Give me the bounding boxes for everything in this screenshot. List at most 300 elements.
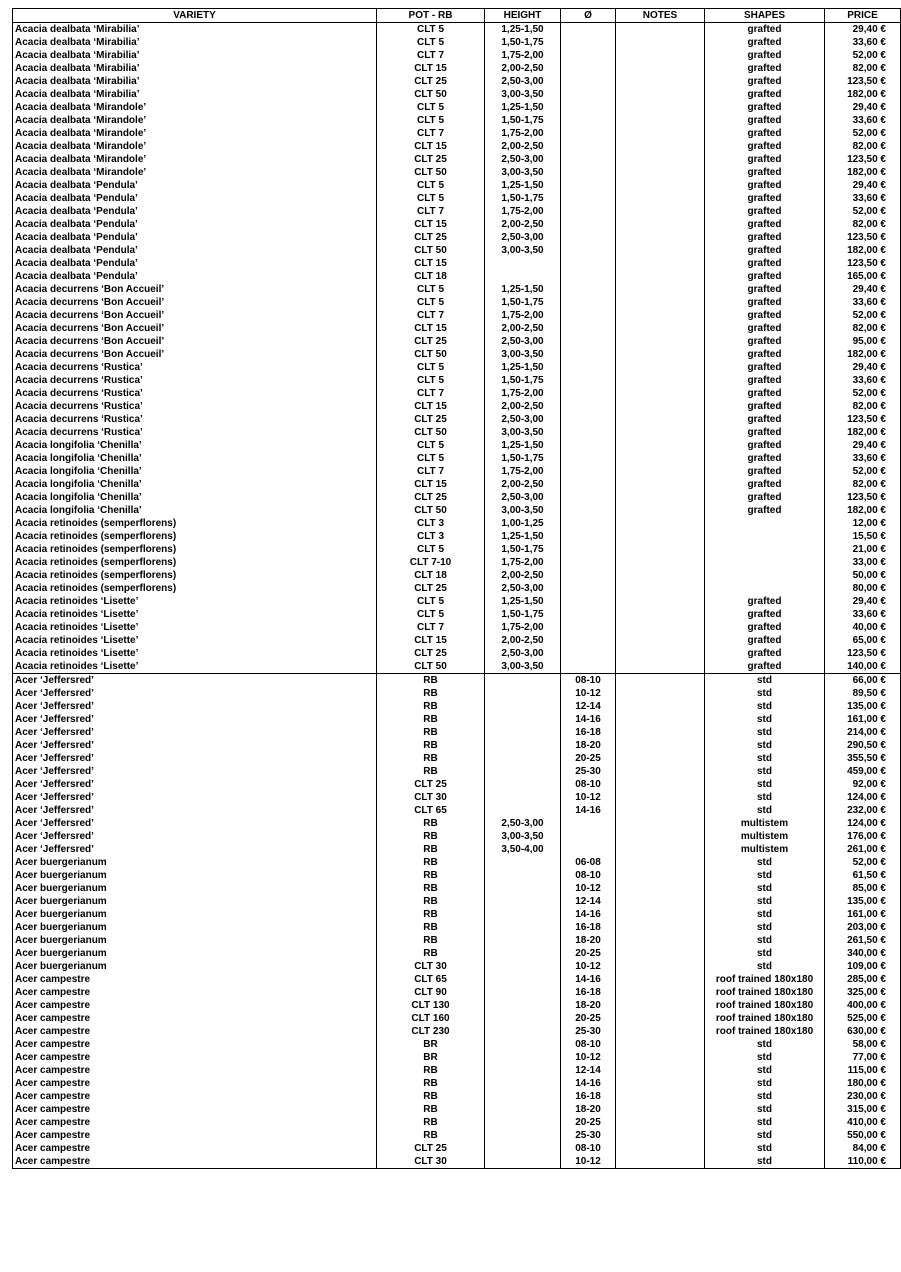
cell-diameter [561, 452, 616, 465]
cell-variety: Acacia dealbata ‘Mirabilia’ [13, 36, 377, 49]
cell-height: 2,00-2,50 [485, 478, 561, 491]
cell-price: 123,50 € [825, 257, 901, 270]
cell-shape: grafted [705, 127, 825, 140]
cell-shape: multistem [705, 817, 825, 830]
cell-notes [616, 361, 705, 374]
cell-price: 140,00 € [825, 660, 901, 674]
cell-height: 2,50-3,00 [485, 335, 561, 348]
cell-shape: grafted [705, 166, 825, 179]
cell-price: 52,00 € [825, 205, 901, 218]
table-row [13, 374, 901, 387]
cell-notes [616, 114, 705, 127]
cell-pot: CLT 7 [377, 127, 485, 140]
cell-shape: std [705, 856, 825, 869]
cell-height: 3,00-3,50 [485, 830, 561, 843]
cell-diameter [561, 257, 616, 270]
cell-variety: Acacia dealbata ‘Mirabilia’ [13, 75, 377, 88]
cell-pot: RB [377, 713, 485, 726]
table-row [13, 439, 901, 452]
table-row [13, 856, 901, 869]
cell-variety: Acacia retinoides (semperflorens) [13, 543, 377, 556]
table-row [13, 1116, 901, 1129]
table-row [13, 1064, 901, 1077]
cell-notes [616, 999, 705, 1012]
cell-notes [616, 882, 705, 895]
cell-diameter [561, 413, 616, 426]
table-row [13, 309, 901, 322]
cell-pot: CLT 130 [377, 999, 485, 1012]
cell-notes [616, 413, 705, 426]
cell-pot: CLT 160 [377, 1012, 485, 1025]
cell-price: 12,00 € [825, 517, 901, 530]
cell-variety: Acacia dealbata ‘Pendula’ [13, 270, 377, 283]
cell-pot: CLT 25 [377, 75, 485, 88]
cell-pot: CLT 5 [377, 179, 485, 192]
cell-height: 1,25-1,50 [485, 179, 561, 192]
cell-diameter [561, 361, 616, 374]
cell-shape: grafted [705, 465, 825, 478]
cell-diameter: 10-12 [561, 1155, 616, 1169]
cell-price: 52,00 € [825, 387, 901, 400]
cell-height: 1,50-1,75 [485, 608, 561, 621]
cell-price: 135,00 € [825, 895, 901, 908]
cell-height: 2,50-3,00 [485, 647, 561, 660]
cell-shape: grafted [705, 36, 825, 49]
cell-shape: grafted [705, 205, 825, 218]
cell-pot: CLT 65 [377, 973, 485, 986]
cell-pot: CLT 5 [377, 23, 485, 37]
cell-diameter [561, 426, 616, 439]
cell-diameter [561, 660, 616, 674]
cell-notes [616, 296, 705, 309]
cell-shape: grafted [705, 62, 825, 75]
cell-pot: CLT 5 [377, 36, 485, 49]
table-row [13, 114, 901, 127]
cell-diameter: 10-12 [561, 960, 616, 973]
cell-shape: grafted [705, 270, 825, 283]
cell-notes [616, 400, 705, 413]
cell-pot: CLT 15 [377, 634, 485, 647]
cell-notes [616, 634, 705, 647]
table-row [13, 726, 901, 739]
cell-price: 109,00 € [825, 960, 901, 973]
header-shapes: SHAPES [705, 9, 825, 23]
cell-shape: grafted [705, 608, 825, 621]
cell-variety: Acer buergerianum [13, 921, 377, 934]
cell-price: 77,00 € [825, 1051, 901, 1064]
table-row [13, 830, 901, 843]
table-row [13, 127, 901, 140]
cell-notes [616, 947, 705, 960]
cell-diameter [561, 504, 616, 517]
cell-shape: grafted [705, 283, 825, 296]
cell-notes [616, 674, 705, 688]
cell-price: 176,00 € [825, 830, 901, 843]
cell-shape: std [705, 1155, 825, 1169]
cell-price: 15,50 € [825, 530, 901, 543]
cell-height: 3,00-3,50 [485, 348, 561, 361]
table-row [13, 947, 901, 960]
cell-variety: Acer campestre [13, 1064, 377, 1077]
cell-diameter [561, 582, 616, 595]
cell-shape: roof trained 180x180 [705, 973, 825, 986]
cell-diameter [561, 218, 616, 231]
cell-notes [616, 1038, 705, 1051]
cell-notes [616, 569, 705, 582]
cell-shape: std [705, 1064, 825, 1077]
cell-notes [616, 908, 705, 921]
cell-diameter [561, 140, 616, 153]
cell-shape: std [705, 739, 825, 752]
cell-shape: std [705, 895, 825, 908]
cell-pot: CLT 7-10 [377, 556, 485, 569]
cell-pot: CLT 15 [377, 218, 485, 231]
cell-notes [616, 244, 705, 257]
cell-shape: std [705, 1129, 825, 1142]
table-row [13, 882, 901, 895]
cell-pot: CLT 3 [377, 517, 485, 530]
cell-height: 1,75-2,00 [485, 127, 561, 140]
cell-shape [705, 543, 825, 556]
cell-diameter [561, 101, 616, 114]
cell-price: 29,40 € [825, 23, 901, 37]
cell-shape: grafted [705, 452, 825, 465]
table-row [13, 257, 901, 270]
cell-price: 165,00 € [825, 270, 901, 283]
cell-notes [616, 153, 705, 166]
cell-shape: grafted [705, 374, 825, 387]
cell-variety: Acer ‘Jeffersred’ [13, 700, 377, 713]
cell-shape: grafted [705, 88, 825, 101]
table-row [13, 62, 901, 75]
cell-diameter: 10-12 [561, 1051, 616, 1064]
header-row [13, 9, 901, 23]
cell-diameter [561, 387, 616, 400]
cell-notes [616, 491, 705, 504]
cell-price: 33,00 € [825, 556, 901, 569]
cell-height: 1,75-2,00 [485, 556, 561, 569]
cell-price: 82,00 € [825, 322, 901, 335]
table-row [13, 166, 901, 179]
cell-pot: CLT 7 [377, 309, 485, 322]
cell-diameter: 06-08 [561, 856, 616, 869]
table-row [13, 700, 901, 713]
table-row [13, 687, 901, 700]
cell-notes [616, 869, 705, 882]
cell-pot: RB [377, 817, 485, 830]
cell-height: 1,25-1,50 [485, 361, 561, 374]
cell-price: 82,00 € [825, 400, 901, 413]
cell-price: 630,00 € [825, 1025, 901, 1038]
cell-price: 182,00 € [825, 166, 901, 179]
cell-notes [616, 687, 705, 700]
cell-notes [616, 726, 705, 739]
cell-price: 110,00 € [825, 1155, 901, 1169]
header-diameter: Ø [561, 9, 616, 23]
cell-diameter [561, 179, 616, 192]
cell-diameter: 16-18 [561, 921, 616, 934]
cell-notes [616, 166, 705, 179]
cell-pot: CLT 25 [377, 582, 485, 595]
cell-diameter [561, 465, 616, 478]
cell-shape: std [705, 778, 825, 791]
table-row [13, 88, 901, 101]
cell-diameter [561, 192, 616, 205]
cell-price: 161,00 € [825, 713, 901, 726]
cell-shape: roof trained 180x180 [705, 999, 825, 1012]
cell-height [485, 1090, 561, 1103]
cell-shape: std [705, 752, 825, 765]
table-row [13, 504, 901, 517]
cell-pot: CLT 25 [377, 1142, 485, 1155]
cell-price: 33,60 € [825, 608, 901, 621]
cell-height [485, 752, 561, 765]
table-row [13, 647, 901, 660]
cell-notes [616, 478, 705, 491]
cell-notes [616, 101, 705, 114]
cell-pot: CLT 5 [377, 374, 485, 387]
cell-diameter: 14-16 [561, 804, 616, 817]
table-row [13, 843, 901, 856]
cell-height [485, 1064, 561, 1077]
table-row [13, 478, 901, 491]
cell-variety: Acacia retinoides (semperflorens) [13, 530, 377, 543]
cell-price: 182,00 € [825, 504, 901, 517]
cell-shape [705, 530, 825, 543]
cell-pot: CLT 7 [377, 205, 485, 218]
cell-price: 182,00 € [825, 426, 901, 439]
cell-pot: RB [377, 934, 485, 947]
cell-price: 182,00 € [825, 348, 901, 361]
cell-price: 65,00 € [825, 634, 901, 647]
cell-variety: Acacia dealbata ‘Pendula’ [13, 257, 377, 270]
cell-price: 340,00 € [825, 947, 901, 960]
cell-pot: CLT 7 [377, 49, 485, 62]
cell-notes [616, 179, 705, 192]
cell-variety: Acacia dealbata ‘Pendula’ [13, 244, 377, 257]
cell-height: 1,75-2,00 [485, 621, 561, 634]
cell-price: 400,00 € [825, 999, 901, 1012]
cell-shape [705, 556, 825, 569]
cell-variety: Acacia longifolia ‘Chenilla’ [13, 452, 377, 465]
table-row [13, 1155, 901, 1169]
table-row [13, 75, 901, 88]
cell-height: 1,50-1,75 [485, 452, 561, 465]
cell-notes [616, 752, 705, 765]
cell-pot: CLT 5 [377, 192, 485, 205]
cell-price: 123,50 € [825, 647, 901, 660]
cell-pot: CLT 5 [377, 543, 485, 556]
cell-pot: CLT 7 [377, 621, 485, 634]
cell-pot: RB [377, 674, 485, 688]
cell-variety: Acacia retinoides ‘Lisette’ [13, 608, 377, 621]
cell-price: 82,00 € [825, 140, 901, 153]
cell-notes [616, 49, 705, 62]
cell-notes [616, 36, 705, 49]
table-row [13, 595, 901, 608]
cell-pot: RB [377, 921, 485, 934]
cell-price: 124,00 € [825, 791, 901, 804]
cell-variety: Acacia retinoides ‘Lisette’ [13, 595, 377, 608]
cell-shape: grafted [705, 621, 825, 634]
table-row [13, 934, 901, 947]
cell-diameter [561, 595, 616, 608]
cell-diameter [561, 348, 616, 361]
cell-variety: Acer buergerianum [13, 947, 377, 960]
cell-diameter [561, 374, 616, 387]
cell-variety: Acacia retinoides (semperflorens) [13, 569, 377, 582]
cell-notes [616, 986, 705, 999]
cell-height: 3,00-3,50 [485, 88, 561, 101]
cell-shape: grafted [705, 49, 825, 62]
cell-shape: multistem [705, 843, 825, 856]
cell-variety: Acer ‘Jeffersred’ [13, 713, 377, 726]
cell-diameter: 14-16 [561, 1077, 616, 1090]
cell-variety: Acacia dealbata ‘Mirandole’ [13, 114, 377, 127]
cell-price: 182,00 € [825, 88, 901, 101]
cell-notes [616, 973, 705, 986]
cell-pot: CLT 3 [377, 530, 485, 543]
cell-height [485, 960, 561, 973]
cell-variety: Acacia dealbata ‘Pendula’ [13, 179, 377, 192]
cell-diameter: 12-14 [561, 700, 616, 713]
cell-price: 29,40 € [825, 101, 901, 114]
cell-variety: Acer campestre [13, 1103, 377, 1116]
cell-price: 52,00 € [825, 49, 901, 62]
table-row [13, 556, 901, 569]
table-row [13, 400, 901, 413]
cell-diameter: 14-16 [561, 973, 616, 986]
table-row [13, 452, 901, 465]
cell-pot: CLT 230 [377, 1025, 485, 1038]
cell-height [485, 986, 561, 999]
cell-price: 315,00 € [825, 1103, 901, 1116]
cell-height: 2,50-3,00 [485, 153, 561, 166]
cell-notes [616, 1129, 705, 1142]
cell-shape: std [705, 674, 825, 688]
cell-pot: CLT 25 [377, 413, 485, 426]
table-row [13, 660, 901, 674]
table-row [13, 335, 901, 348]
cell-shape: grafted [705, 179, 825, 192]
cell-height: 1,75-2,00 [485, 205, 561, 218]
table-row [13, 244, 901, 257]
cell-notes [616, 647, 705, 660]
cell-shape: std [705, 960, 825, 973]
cell-notes [616, 1090, 705, 1103]
table-row [13, 101, 901, 114]
cell-shape: grafted [705, 361, 825, 374]
cell-height: 2,00-2,50 [485, 569, 561, 582]
cell-notes [616, 439, 705, 452]
cell-pot: RB [377, 765, 485, 778]
cell-pot: CLT 5 [377, 452, 485, 465]
cell-variety: Acacia dealbata ‘Pendula’ [13, 205, 377, 218]
cell-price: 123,50 € [825, 231, 901, 244]
cell-height: 1,50-1,75 [485, 374, 561, 387]
cell-price: 52,00 € [825, 856, 901, 869]
table-row [13, 1038, 901, 1051]
cell-height: 3,00-3,50 [485, 244, 561, 257]
cell-diameter: 25-30 [561, 765, 616, 778]
cell-diameter: 25-30 [561, 1129, 616, 1142]
cell-price: 92,00 € [825, 778, 901, 791]
table-row [13, 739, 901, 752]
cell-pot: CLT 25 [377, 491, 485, 504]
cell-notes [616, 713, 705, 726]
table-row [13, 1012, 901, 1025]
cell-diameter [561, 478, 616, 491]
cell-height: 1,75-2,00 [485, 49, 561, 62]
cell-height [485, 908, 561, 921]
header-price: PRICE [825, 9, 901, 23]
cell-diameter [561, 335, 616, 348]
table-row [13, 986, 901, 999]
table-row [13, 674, 901, 688]
cell-diameter [561, 634, 616, 647]
cell-variety: Acacia retinoides ‘Lisette’ [13, 660, 377, 674]
cell-notes [616, 608, 705, 621]
cell-price: 33,60 € [825, 374, 901, 387]
cell-price: 29,40 € [825, 595, 901, 608]
cell-diameter: 08-10 [561, 778, 616, 791]
cell-pot: CLT 25 [377, 778, 485, 791]
cell-variety: Acer ‘Jeffersred’ [13, 739, 377, 752]
cell-height [485, 1012, 561, 1025]
cell-shape [705, 582, 825, 595]
cell-price: 203,00 € [825, 921, 901, 934]
cell-notes [616, 1051, 705, 1064]
cell-price: 85,00 € [825, 882, 901, 895]
cell-notes [616, 778, 705, 791]
cell-diameter [561, 439, 616, 452]
cell-pot: CLT 15 [377, 322, 485, 335]
table-row [13, 361, 901, 374]
cell-pot: CLT 7 [377, 465, 485, 478]
table-row [13, 817, 901, 830]
cell-diameter: 14-16 [561, 713, 616, 726]
cell-height: 1,25-1,50 [485, 283, 561, 296]
cell-notes [616, 921, 705, 934]
cell-shape: grafted [705, 634, 825, 647]
cell-diameter: 08-10 [561, 1038, 616, 1051]
cell-pot: CLT 25 [377, 647, 485, 660]
table-row [13, 270, 901, 283]
cell-notes [616, 895, 705, 908]
cell-variety: Acer campestre [13, 973, 377, 986]
cell-shape: grafted [705, 140, 825, 153]
cell-variety: Acer buergerianum [13, 895, 377, 908]
cell-diameter [561, 543, 616, 556]
cell-shape: grafted [705, 400, 825, 413]
cell-diameter: 18-20 [561, 1103, 616, 1116]
cell-diameter: 16-18 [561, 726, 616, 739]
cell-price: 58,00 € [825, 1038, 901, 1051]
cell-shape: grafted [705, 491, 825, 504]
cell-notes [616, 335, 705, 348]
cell-diameter [561, 296, 616, 309]
cell-shape: roof trained 180x180 [705, 1025, 825, 1038]
cell-shape: std [705, 700, 825, 713]
cell-height [485, 947, 561, 960]
cell-pot: RB [377, 843, 485, 856]
cell-variety: Acacia longifolia ‘Chenilla’ [13, 478, 377, 491]
cell-variety: Acer ‘Jeffersred’ [13, 804, 377, 817]
cell-price: 80,00 € [825, 582, 901, 595]
cell-height: 1,50-1,75 [485, 192, 561, 205]
cell-price: 459,00 € [825, 765, 901, 778]
table-row [13, 530, 901, 543]
